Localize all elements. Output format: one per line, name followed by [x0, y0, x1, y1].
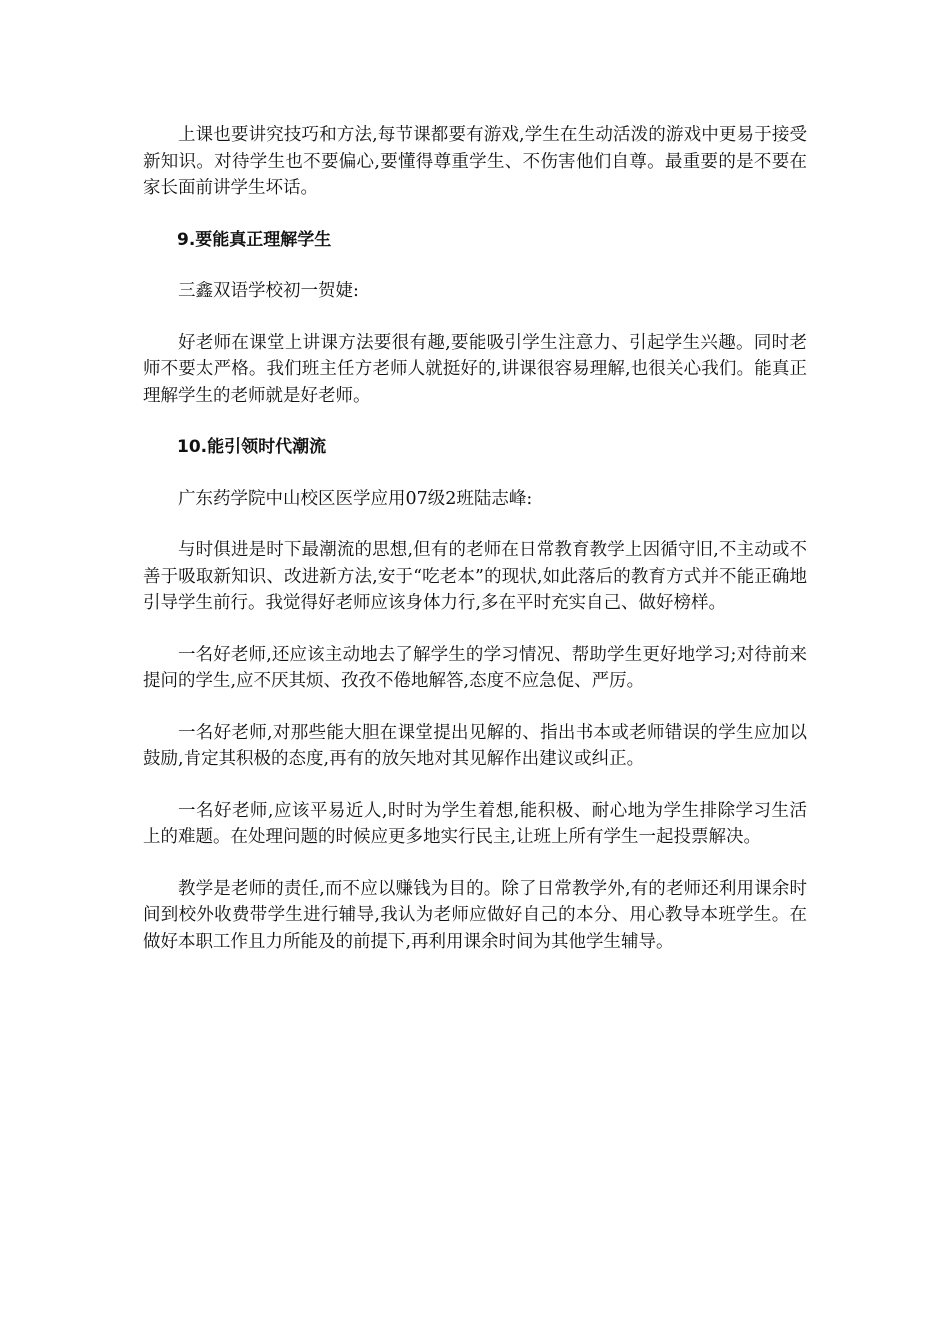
paragraph-keep-with-times: 与时俱进是时下最潮流的思想,但有的老师在日常教育教学上因循守旧,不主动或不善于吸取新知识、改进新方法,安于“吃老本”的现状,如此落后的教育方式并不能正确地引导学生前行。我觉得好老师应该身体力行,多在平时充实自己、做好榜样。 [143, 540, 807, 613]
paragraph-encourage-students: 一名好老师,对那些能大胆在课堂提出见解的、指出书本或老师错误的学生应加以鼓励,肯定其积极的态度,再有的放矢地对其见解作出建议或纠正。 [143, 722, 807, 769]
attribution-9: 三鑫双语学校初一贺婕: [178, 281, 359, 301]
section-heading-10: 10.能引领时代潮流 [177, 437, 327, 457]
paragraph-help-students: 一名好老师,还应该主动地去了解学生的学习情况、帮助学生更好地学习;对待前来提问的学生,应不厌其烦、孜孜不倦地解答,态度不应急促、严厉。 [143, 644, 807, 691]
attribution-10: 广东药学院中山校区医学应用07级2班陆志峰: [178, 488, 533, 509]
paragraph-classroom-methods: 上课也要讲究技巧和方法,每节课都要有游戏,学生在生动活泼的游戏中更易于接受新知识。对待学生也不要偏心,要懂得尊重学生、不伤害他们自尊。最重要的是不要在家长面前讲学生坏话。 [143, 125, 807, 198]
paragraph-teaching-responsibility: 教学是老师的责任,而不应以赚钱为目的。除了日常教学外,有的老师还利用课余时间到校外收费带学生进行辅导,我认为老师应做好自己的本分、用心教导本班学生。在做好本职工作且力所能及的前提下,再利用课余时间为其他学生辅导。 [143, 878, 807, 952]
paragraph-approachable: 一名好老师,应该平易近人,时时为学生着想,能积极、耐心地为学生排除学习生活上的难题。在处理问题的时候应更多地实行民主,让班上所有学生一起投票解决。 [143, 800, 807, 847]
section-heading-9: 9.要能真正理解学生 [177, 229, 332, 250]
paragraph-understand-students: 好老师在课堂上讲课方法要很有趣,要能吸引学生注意力、引起学生兴趣。同时老师不要太严格。我们班主任方老师人就挺好的,讲课很容易理解,也很关心我们。能真正理解学生的老师就是好老师。 [143, 332, 807, 406]
document-page [143, 122, 807, 980]
